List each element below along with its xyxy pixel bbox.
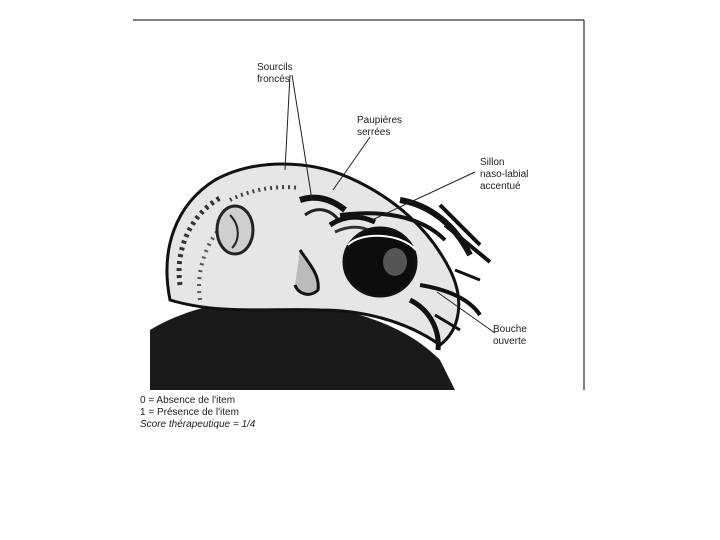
label-sillon (480, 157, 528, 193)
label-paupieres-line2: serrées (357, 127, 391, 138)
label-bouche-line2: ouverte (493, 336, 527, 347)
label-sillon-line2: naso-labial (480, 169, 529, 180)
legend-score: Score thérapeutique = 1/4 (140, 419, 256, 430)
leader-sillon (372, 172, 475, 220)
label-sourcils-line2: froncés (257, 74, 290, 85)
score-legend (140, 395, 255, 431)
infant-head-drawing (150, 164, 490, 390)
leader-sourcils-1 (285, 75, 290, 170)
label-sillon-line1: Sillon (480, 157, 505, 168)
label-sillon-line3: accentué (480, 181, 521, 192)
legend-presence: 1 = Présence de l'item (140, 407, 239, 418)
label-sourcils (257, 62, 293, 86)
label-paupieres-line1: Paupières (357, 115, 403, 126)
legend-absence: 0 = Absence de l'item (140, 395, 236, 406)
label-paupieres (357, 115, 402, 139)
label-sourcils-line1: Sourcils (257, 62, 293, 73)
label-bouche-line1: Bouche (493, 324, 527, 335)
label-bouche (493, 324, 527, 348)
